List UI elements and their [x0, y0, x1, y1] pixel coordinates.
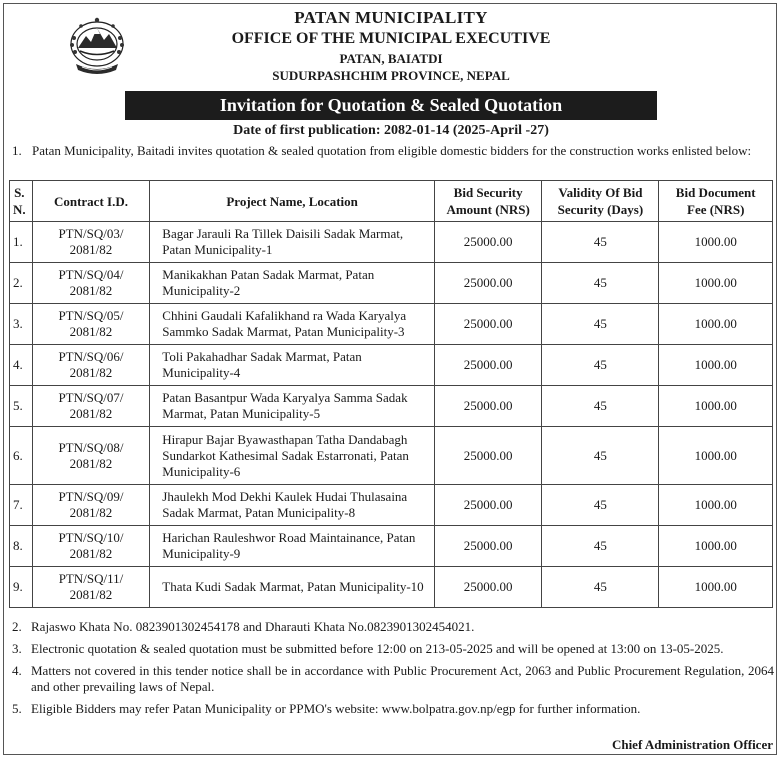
cell-bid-security: 25000.00 — [434, 386, 541, 427]
intro-text: Patan Municipality, Baitadi invites quotation & sealed quotation from eligible domestic bidders for the construction works enlisted below: — [32, 143, 752, 158]
header-contract-id: Contract I.D. — [32, 181, 150, 222]
cell-fee: 1000.00 — [659, 345, 773, 386]
note-item — [12, 663, 774, 695]
header-bid-security: Bid Security Amount (NRS) — [434, 181, 541, 222]
cell-contract-id: PTN/SQ/09/ 2081/82 — [32, 485, 150, 526]
cell-validity: 45 — [542, 345, 659, 386]
office-province: SUDURPASHCHIM PROVINCE, NEPAL — [272, 68, 510, 83]
cell-project: Jhaulekh Mod Dekhi Kaulek Hudai Thulasaina Sadak Marmat, Patan Municipality-8 — [150, 485, 435, 526]
note-text: Eligible Bidders may refer Patan Municipality or PPMO's website: www.bolpatra.gov.np/egp for further information. — [31, 701, 641, 716]
note-item — [12, 619, 774, 635]
cell-sn: 6. — [10, 427, 33, 485]
cell-fee: 1000.00 — [659, 567, 773, 608]
cell-contract-id: PTN/SQ/10/ 2081/82 — [32, 526, 150, 567]
cell-bid-security: 25000.00 — [434, 345, 541, 386]
table-row — [10, 345, 773, 386]
cell-contract-id: PTN/SQ/05/ 2081/82 — [32, 304, 150, 345]
table-row — [10, 427, 773, 485]
table-row — [10, 386, 773, 427]
cell-fee: 1000.00 — [659, 304, 773, 345]
cell-project: Hirapur Bajar Byawasthapan Tatha Dandabagh Sundarkot Kathesimal Sadak Estarronati, Patan Municipality-6 — [150, 427, 435, 485]
signoff: Chief Administration Officer — [611, 737, 773, 752]
cell-fee: 1000.00 — [659, 263, 773, 304]
cell-sn: 1. — [10, 222, 33, 263]
cell-fee: 1000.00 — [659, 427, 773, 485]
cell-fee: 1000.00 — [659, 222, 773, 263]
cell-bid-security: 25000.00 — [434, 526, 541, 567]
works-table — [9, 180, 773, 608]
cell-validity: 45 — [542, 485, 659, 526]
cell-sn: 8. — [10, 526, 33, 567]
cell-validity: 45 — [542, 386, 659, 427]
cell-contract-id: PTN/SQ/08/ 2081/82 — [32, 427, 150, 485]
cell-validity: 45 — [542, 304, 659, 345]
cell-bid-security: 25000.00 — [434, 567, 541, 608]
table-header-row — [10, 181, 773, 222]
note-item — [12, 701, 774, 717]
header-validity: Validity Of Bid Security (Days) — [542, 181, 659, 222]
header-sn: S. N. — [10, 181, 33, 222]
cell-sn: 5. — [10, 386, 33, 427]
header-project: Project Name, Location — [150, 181, 435, 222]
notice-title: Invitation for Quotation & Sealed Quotation — [125, 91, 657, 120]
cell-validity: 45 — [542, 222, 659, 263]
cell-project: Toli Pakahadhar Sadak Marmat, Patan Municipality-4 — [150, 345, 435, 386]
cell-sn: 4. — [10, 345, 33, 386]
header-fee: Bid Document Fee (NRS) — [659, 181, 773, 222]
table-row — [10, 567, 773, 608]
cell-validity: 45 — [542, 427, 659, 485]
cell-sn: 3. — [10, 304, 33, 345]
cell-sn: 2. — [10, 263, 33, 304]
cell-project: Harichan Rauleshwor Road Maintainance, Patan Municipality-9 — [150, 526, 435, 567]
intro-number: 1. — [12, 143, 22, 158]
note-text: Electronic quotation & sealed quotation must be submitted before 12:00 on 213-05-2025 and will be opened at 13:00 on 13-05-2025. — [31, 641, 724, 656]
cell-validity: 45 — [542, 567, 659, 608]
cell-fee: 1000.00 — [659, 485, 773, 526]
office-name: OFFICE OF THE MUNICIPAL EXECUTIVE — [231, 30, 551, 47]
note-text: Rajaswo Khata No. 0823901302454178 and Dharauti Khata No.0823901302454021. — [31, 619, 475, 634]
cell-fee: 1000.00 — [659, 386, 773, 427]
cell-bid-security: 25000.00 — [434, 263, 541, 304]
cell-contract-id: PTN/SQ/11/ 2081/82 — [32, 567, 150, 608]
table-row — [10, 222, 773, 263]
cell-bid-security: 25000.00 — [434, 222, 541, 263]
cell-bid-security: 25000.00 — [434, 304, 541, 345]
table-row — [10, 526, 773, 567]
table-row — [10, 485, 773, 526]
cell-bid-security: 25000.00 — [434, 427, 541, 485]
note-number: 3. — [12, 641, 22, 656]
cell-project: Manikakhan Patan Sadak Marmat, Patan Municipality-2 — [150, 263, 435, 304]
note-number: 5. — [12, 701, 22, 716]
notes-list — [12, 619, 774, 723]
cell-contract-id: PTN/SQ/06/ 2081/82 — [32, 345, 150, 386]
table-row — [10, 263, 773, 304]
note-number: 2. — [12, 619, 22, 634]
office-place: PATAN, BAIATDI — [339, 51, 443, 66]
cell-project: Thata Kudi Sadak Marmat, Patan Municipality-10 — [150, 567, 435, 608]
cell-project: Bagar Jarauli Ra Tillek Daisili Sadak Marmat, Patan Municipality-1 — [150, 222, 435, 263]
cell-contract-id: PTN/SQ/03/ 2081/82 — [32, 222, 150, 263]
note-text: Matters not covered in this tender notice shall be in accordance with Public Procurement Act, 2063 and Public Procurement Regulation, 2064 and other prevailing laws of Nepal. — [31, 663, 774, 694]
org-name: PATAN MUNICIPALITY — [294, 8, 488, 27]
cell-sn: 9. — [10, 567, 33, 608]
cell-project: Chhini Gaudali Kafalikhand ra Wada Karyalya Sammko Sadak Marmat, Patan Municipality-3 — [150, 304, 435, 345]
cell-bid-security: 25000.00 — [434, 485, 541, 526]
cell-sn: 7. — [10, 485, 33, 526]
note-item — [12, 641, 774, 657]
table-row — [10, 304, 773, 345]
cell-validity: 45 — [542, 526, 659, 567]
cell-validity: 45 — [542, 263, 659, 304]
cell-contract-id: PTN/SQ/04/ 2081/82 — [32, 263, 150, 304]
note-number: 4. — [12, 663, 22, 678]
cell-fee: 1000.00 — [659, 526, 773, 567]
publication-date: Date of first publication: 2082-01-14 (2025-April -27) — [233, 123, 549, 138]
cell-project: Patan Basantpur Wada Karyalya Samma Sadak Marmat, Patan Municipality-5 — [150, 386, 435, 427]
intro-paragraph — [12, 143, 774, 159]
cell-contract-id: PTN/SQ/07/ 2081/82 — [32, 386, 150, 427]
